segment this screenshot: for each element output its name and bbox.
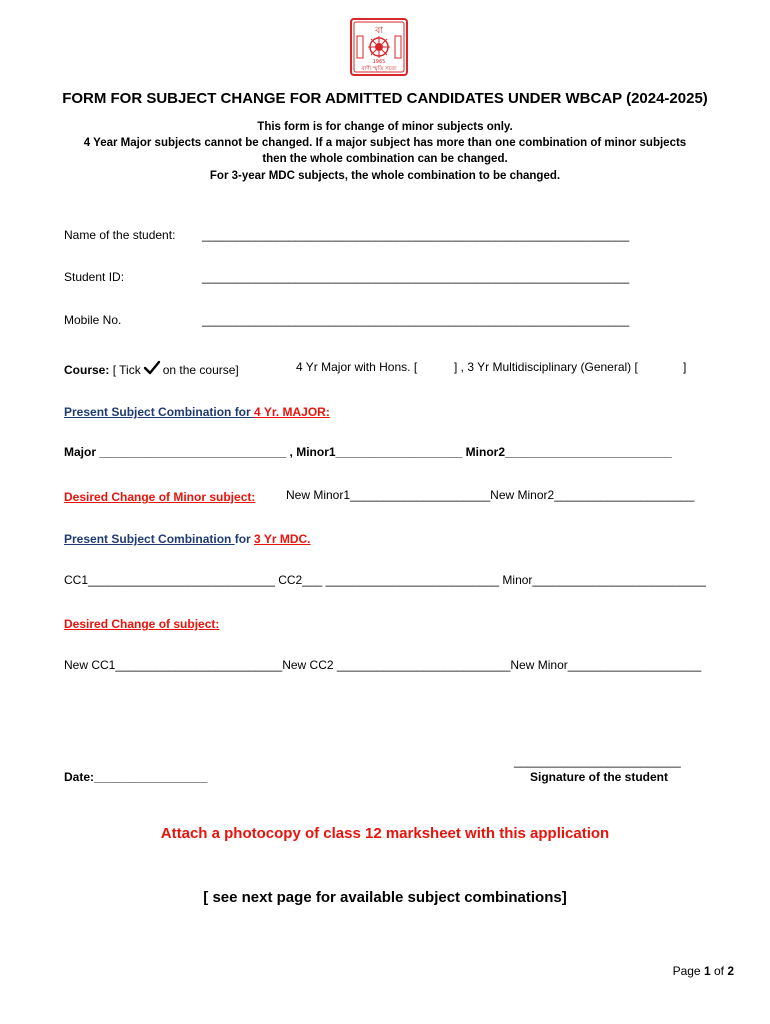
- page-of: of: [710, 964, 728, 978]
- major-minor-line[interactable]: Major ____________________________ , Minor1___________________ Minor2_________________________: [64, 445, 672, 459]
- form-title: FORM FOR SUBJECT CHANGE FOR ADMITTED CANDIDATES UNDER WBCAP (2024-2025): [62, 90, 708, 107]
- intro-line-2: 4 Year Major subjects cannot be changed. If a major subject has more than one combination of minor subjects: [83, 137, 687, 149]
- present-major-label: Present Subject Combination for: [64, 405, 255, 419]
- course-row: [64, 360, 239, 379]
- next-page-note: [ see next page for available subject combinations]: [203, 889, 567, 906]
- course-option-major: 4 Yr Major with Hons. [: [296, 360, 418, 374]
- course-tick-pre: [ Tick: [112, 363, 141, 377]
- signature-label: Signature of the student: [530, 770, 668, 784]
- intro-line-3: then the whole combination can be changed.: [262, 153, 508, 165]
- logo-year: 1965: [372, 59, 386, 65]
- present-mdc-for: for: [234, 532, 255, 546]
- present-major-accent: 4 Yr. MAJOR:: [254, 405, 330, 419]
- signature-line[interactable]: _________________________: [514, 754, 681, 768]
- major-checkbox[interactable]: [430, 359, 452, 373]
- mobile-field[interactable]: ________________________________________________________________: [202, 313, 630, 327]
- desired-minor-heading: [64, 488, 255, 506]
- present-mdc-accent: 3 Yr MDC.: [254, 532, 311, 546]
- student-id-label: Student ID:: [64, 270, 125, 284]
- attach-note: Attach a photocopy of class 12 marksheet with this application: [160, 825, 610, 842]
- page-number: [673, 964, 734, 978]
- present-mdc-label: Present Subject Combination: [64, 532, 235, 546]
- university-logo: [350, 18, 408, 76]
- student-id-field[interactable]: ________________________________________________________________: [202, 270, 630, 284]
- name-label: Name of the student:: [64, 228, 176, 242]
- desired-subject-heading: [64, 615, 219, 633]
- date-field[interactable]: Date:_________________: [64, 770, 208, 784]
- new-cc-line[interactable]: New CC1_________________________New CC2 __________________________New Minor____________________: [64, 658, 702, 672]
- checkmark-icon: [143, 360, 161, 379]
- mobile-label: Mobile No.: [64, 313, 122, 327]
- mdc-checkbox[interactable]: [660, 359, 682, 373]
- course-option-close: ]: [683, 360, 687, 374]
- desired-minor-label: Desired Change of Minor subject:: [64, 490, 256, 504]
- desired-subject-label: Desired Change of subject:: [64, 617, 220, 631]
- page-current: 1: [703, 964, 711, 978]
- page-total: 2: [727, 964, 734, 978]
- name-field[interactable]: ________________________________________________________________: [202, 228, 630, 242]
- logo-bottom-text: বাণী স্মৃতি সত্যে: [361, 66, 397, 72]
- course-label: Course:: [64, 363, 110, 377]
- new-minor-line[interactable]: New Minor1_____________________New Minor2_____________________: [286, 488, 695, 502]
- cc-line[interactable]: CC1____________________________ CC2___ __________________________ Minor__________________________: [64, 573, 706, 587]
- present-major-heading: [64, 403, 330, 421]
- course-tick-post: on the course]: [162, 363, 239, 377]
- logo-top-text: বা: [375, 26, 383, 36]
- intro-line-1: This form is for change of minor subjects only.: [257, 121, 513, 133]
- course-option-mdc: ] , 3 Yr Multidisciplinary (General) [: [454, 360, 638, 374]
- intro-line-4: For 3-year MDC subjects, the whole combination to be changed.: [209, 170, 561, 182]
- present-mdc-heading: [64, 530, 311, 548]
- page-prefix: Page: [672, 964, 704, 978]
